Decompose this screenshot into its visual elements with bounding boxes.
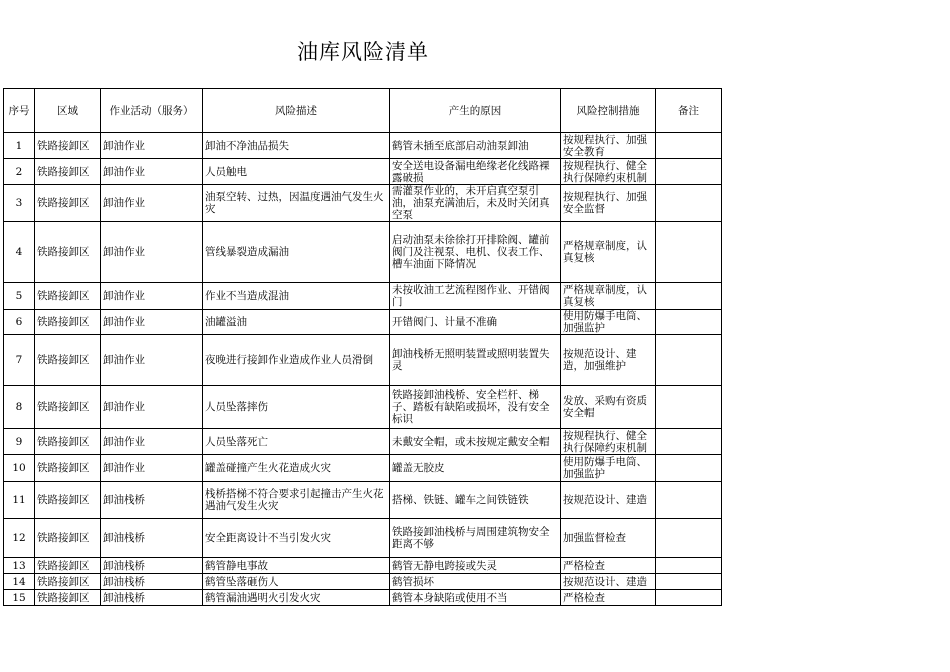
area-cell: 铁路接卸区 bbox=[35, 519, 101, 558]
row-number: 10 bbox=[4, 455, 35, 482]
cause-cell: 启动油泵未徐徐打开排除阀、罐前阀门及注视泵、电机、仪表工作、槽车油面下降情况 bbox=[390, 222, 561, 283]
column-header-cause: 产生的原因 bbox=[390, 89, 561, 133]
area-cell: 铁路接卸区 bbox=[35, 574, 101, 590]
control-cell: 按规程执行、健全执行保障约束机制 bbox=[561, 429, 656, 455]
risk-table bbox=[3, 88, 722, 606]
risk-cell: 栈桥搭梯不符合要求引起撞击产生火花遇油气发生火灾 bbox=[203, 482, 390, 519]
activity-cell: 卸油作业 bbox=[101, 133, 203, 159]
cause-cell: 卸油栈桥无照明装置或照明装置失灵 bbox=[390, 335, 561, 386]
column-header-area: 区域 bbox=[35, 89, 101, 133]
row-number: 11 bbox=[4, 482, 35, 519]
risk-cell: 人员触电 bbox=[203, 159, 390, 185]
row-number: 6 bbox=[4, 310, 35, 335]
cause-cell: 未戴安全帽，或未按规定戴安全帽 bbox=[390, 429, 561, 455]
control-cell: 按规范设计、建造 bbox=[561, 482, 656, 519]
header-row bbox=[4, 89, 722, 133]
risk-cell: 油罐溢油 bbox=[203, 310, 390, 335]
row-number: 2 bbox=[4, 159, 35, 185]
cause-cell: 安全送电设备漏电绝缘老化线路裸露破损 bbox=[390, 159, 561, 185]
control-cell: 按规范设计、建造 bbox=[561, 574, 656, 590]
table-row bbox=[4, 455, 722, 482]
table-row bbox=[4, 519, 722, 558]
risk-cell: 人员坠落摔伤 bbox=[203, 386, 390, 429]
table-row bbox=[4, 482, 722, 519]
control-cell: 使用防爆手电筒、加强监护 bbox=[561, 310, 656, 335]
activity-cell: 卸油作业 bbox=[101, 429, 203, 455]
risk-cell: 鹤管静电事故 bbox=[203, 558, 390, 574]
cause-cell: 未按收油工艺流程图作业、开错阀门 bbox=[390, 283, 561, 310]
control-cell: 按规范设计、建造，加强维护 bbox=[561, 335, 656, 386]
activity-cell: 卸油作业 bbox=[101, 335, 203, 386]
note-cell bbox=[656, 222, 722, 283]
table-row bbox=[4, 283, 722, 310]
note-cell bbox=[656, 283, 722, 310]
table-row bbox=[4, 185, 722, 222]
cause-cell: 罐盖无胶皮 bbox=[390, 455, 561, 482]
table-row bbox=[4, 429, 722, 455]
risk-cell: 管线暴裂造成漏油 bbox=[203, 222, 390, 283]
area-cell: 铁路接卸区 bbox=[35, 185, 101, 222]
row-number: 8 bbox=[4, 386, 35, 429]
activity-cell: 卸油栈桥 bbox=[101, 482, 203, 519]
control-cell: 严格检查 bbox=[561, 590, 656, 606]
control-cell: 加强监督检查 bbox=[561, 519, 656, 558]
risk-cell: 鹤管坠落砸伤人 bbox=[203, 574, 390, 590]
area-cell: 铁路接卸区 bbox=[35, 590, 101, 606]
table-row bbox=[4, 159, 722, 185]
control-cell: 按规程执行、加强安全监督 bbox=[561, 185, 656, 222]
area-cell: 铁路接卸区 bbox=[35, 482, 101, 519]
risk-cell: 夜晚进行接卸作业造成作业人员滑倒 bbox=[203, 335, 390, 386]
area-cell: 铁路接卸区 bbox=[35, 310, 101, 335]
activity-cell: 卸油栈桥 bbox=[101, 590, 203, 606]
table-row bbox=[4, 222, 722, 283]
row-number: 1 bbox=[4, 133, 35, 159]
table-row bbox=[4, 574, 722, 590]
column-header-no: 序号 bbox=[4, 89, 35, 133]
risk-cell: 罐盖碰撞产生火花造成火灾 bbox=[203, 455, 390, 482]
activity-cell: 卸油栈桥 bbox=[101, 558, 203, 574]
cause-cell: 鹤管损坏 bbox=[390, 574, 561, 590]
row-number: 3 bbox=[4, 185, 35, 222]
control-cell: 使用防爆手电筒、加强监护 bbox=[561, 455, 656, 482]
row-number: 5 bbox=[4, 283, 35, 310]
cause-cell: 搭梯、铁链、罐车之间铁链铁 bbox=[390, 482, 561, 519]
column-header-activity: 作业活动（服务） bbox=[101, 89, 203, 133]
column-header-control: 风险控制措施 bbox=[561, 89, 656, 133]
note-cell bbox=[656, 455, 722, 482]
row-number: 9 bbox=[4, 429, 35, 455]
table-row bbox=[4, 386, 722, 429]
note-cell bbox=[656, 574, 722, 590]
table-row bbox=[4, 133, 722, 159]
activity-cell: 卸油作业 bbox=[101, 386, 203, 429]
column-header-risk: 风险描述 bbox=[203, 89, 390, 133]
risk-cell: 作业不当造成混油 bbox=[203, 283, 390, 310]
risk-cell: 安全距离设计不当引发火灾 bbox=[203, 519, 390, 558]
control-cell: 按规程执行、健全执行保障约束机制 bbox=[561, 159, 656, 185]
row-number: 13 bbox=[4, 558, 35, 574]
row-number: 15 bbox=[4, 590, 35, 606]
activity-cell: 卸油栈桥 bbox=[101, 574, 203, 590]
note-cell bbox=[656, 558, 722, 574]
row-number: 7 bbox=[4, 335, 35, 386]
note-cell bbox=[656, 590, 722, 606]
table-row bbox=[4, 335, 722, 386]
note-cell bbox=[656, 429, 722, 455]
area-cell: 铁路接卸区 bbox=[35, 222, 101, 283]
area-cell: 铁路接卸区 bbox=[35, 133, 101, 159]
control-cell: 严格检查 bbox=[561, 558, 656, 574]
note-cell bbox=[656, 133, 722, 159]
note-cell bbox=[656, 519, 722, 558]
note-cell bbox=[656, 482, 722, 519]
risk-cell: 油泵空转、过热，因温度遇油气发生火灾 bbox=[203, 185, 390, 222]
cause-cell: 鹤管未插至底部启动油泵卸油 bbox=[390, 133, 561, 159]
activity-cell: 卸油作业 bbox=[101, 159, 203, 185]
control-cell: 严格规章制度，认真复核 bbox=[561, 222, 656, 283]
risk-cell: 人员坠落死亡 bbox=[203, 429, 390, 455]
row-number: 12 bbox=[4, 519, 35, 558]
activity-cell: 卸油作业 bbox=[101, 222, 203, 283]
cause-cell: 开错阀门、计量不准确 bbox=[390, 310, 561, 335]
page-title: 油库风险清单 bbox=[297, 40, 429, 64]
area-cell: 铁路接卸区 bbox=[35, 558, 101, 574]
activity-cell: 卸油作业 bbox=[101, 310, 203, 335]
cause-cell: 鹤管本身缺陷或使用不当 bbox=[390, 590, 561, 606]
risk-cell: 卸油不净油品损失 bbox=[203, 133, 390, 159]
note-cell bbox=[656, 386, 722, 429]
control-cell: 按规程执行、加强安全教育 bbox=[561, 133, 656, 159]
control-cell: 严格规章制度，认真复核 bbox=[561, 283, 656, 310]
activity-cell: 卸油作业 bbox=[101, 185, 203, 222]
cause-cell: 鹤管无静电跨接或失灵 bbox=[390, 558, 561, 574]
cause-cell: 铁路接卸油栈桥与周围建筑物安全距离不够 bbox=[390, 519, 561, 558]
control-cell: 发放、采购有资质安全帽 bbox=[561, 386, 656, 429]
note-cell bbox=[656, 310, 722, 335]
activity-cell: 卸油作业 bbox=[101, 455, 203, 482]
row-number: 4 bbox=[4, 222, 35, 283]
row-number: 14 bbox=[4, 574, 35, 590]
area-cell: 铁路接卸区 bbox=[35, 335, 101, 386]
table-row bbox=[4, 310, 722, 335]
note-cell bbox=[656, 159, 722, 185]
note-cell bbox=[656, 185, 722, 222]
column-header-note: 备注 bbox=[656, 89, 722, 133]
area-cell: 铁路接卸区 bbox=[35, 159, 101, 185]
table-row bbox=[4, 590, 722, 606]
cause-cell: 铁路接卸油栈桥、安全栏杆、梯子、踏板有缺陷或损坏，没有安全标识 bbox=[390, 386, 561, 429]
area-cell: 铁路接卸区 bbox=[35, 386, 101, 429]
area-cell: 铁路接卸区 bbox=[35, 429, 101, 455]
risk-cell: 鹤管漏油遇明火引发火灾 bbox=[203, 590, 390, 606]
note-cell bbox=[656, 335, 722, 386]
cause-cell: 需灌泵作业的，未开启真空泵引油，油泵充满油后，未及时关闭真空泵 bbox=[390, 185, 561, 222]
table-row bbox=[4, 558, 722, 574]
activity-cell: 卸油作业 bbox=[101, 283, 203, 310]
area-cell: 铁路接卸区 bbox=[35, 455, 101, 482]
activity-cell: 卸油栈桥 bbox=[101, 519, 203, 558]
area-cell: 铁路接卸区 bbox=[35, 283, 101, 310]
